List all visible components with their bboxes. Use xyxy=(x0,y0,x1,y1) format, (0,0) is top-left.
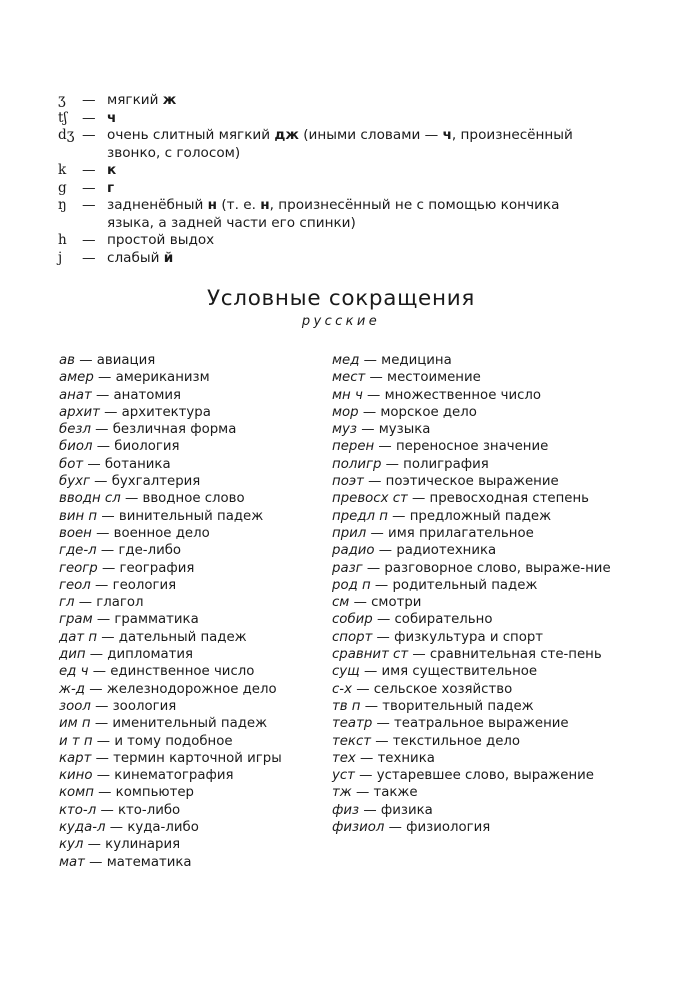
abbreviation-meaning: грамматика xyxy=(114,612,199,628)
abbreviation-entry xyxy=(59,854,314,871)
dash xyxy=(363,388,385,403)
phonetic-row xyxy=(58,250,598,268)
phonetic-description: ч xyxy=(107,109,117,126)
abbreviation-meaning: геология xyxy=(112,577,177,593)
dash xyxy=(121,491,143,506)
abbreviation-entry xyxy=(332,663,614,680)
abbreviation-meaning: единственное число xyxy=(110,664,255,680)
dash xyxy=(88,664,110,679)
phonetic-symbol: ŋ xyxy=(58,197,67,213)
phonetic-row xyxy=(58,127,598,162)
dash xyxy=(93,768,115,783)
abbreviation-entry xyxy=(59,508,314,525)
abbreviation-term: куда-л xyxy=(59,820,106,836)
dash xyxy=(408,491,430,506)
phonetic-symbol: dʒ xyxy=(58,127,75,143)
abbreviation-meaning: театральное выражение xyxy=(394,716,569,732)
abbreviations-left-column xyxy=(59,352,314,871)
dash xyxy=(371,578,393,593)
dash xyxy=(388,509,410,524)
abbreviation-entry xyxy=(332,421,614,438)
abbreviation-meaning: устаревшее слово, выражение xyxy=(376,768,594,784)
dash xyxy=(373,612,395,627)
abbreviation-term: геогр xyxy=(59,560,98,576)
abbreviation-term: где-л xyxy=(59,543,97,559)
dash: — xyxy=(82,162,96,178)
dash xyxy=(375,543,397,558)
dash xyxy=(96,803,118,818)
abbreviation-term: спорт xyxy=(332,629,373,645)
abbreviation-entry xyxy=(59,663,314,680)
abbreviation-term: ав xyxy=(59,353,75,368)
abbreviation-meaning: переносное значение xyxy=(395,439,549,455)
section-subtitle: русские xyxy=(301,314,381,329)
dash xyxy=(374,439,396,454)
abbreviation-entry xyxy=(332,629,614,646)
dash xyxy=(359,353,381,368)
dash xyxy=(372,630,394,645)
abbreviation-entry xyxy=(332,784,614,801)
abbreviation-meaning: зоология xyxy=(112,698,177,714)
abbreviation-entry xyxy=(59,577,314,594)
abbreviation-entry xyxy=(59,404,314,421)
abbreviation-term: биол xyxy=(59,439,93,455)
dash xyxy=(359,803,381,818)
phonetic-symbol: j xyxy=(58,249,63,266)
dash xyxy=(352,682,374,697)
abbreviation-meaning: кто-либо xyxy=(117,802,181,818)
dash xyxy=(75,353,97,368)
dash xyxy=(98,561,120,576)
dash: — xyxy=(82,232,96,248)
abbreviation-meaning: радиотехника xyxy=(396,543,497,559)
dash xyxy=(381,457,403,472)
abbreviation-entry xyxy=(59,387,314,404)
dash xyxy=(93,612,115,627)
abbreviation-entry xyxy=(332,819,614,836)
abbreviation-entry xyxy=(332,802,614,819)
dash xyxy=(86,647,108,662)
abbreviation-term: род п xyxy=(332,577,371,593)
abbreviation-entry xyxy=(59,767,314,784)
abbreviation-meaning: сравнительная сте-пень xyxy=(429,647,602,663)
abbreviation-meaning: медицина xyxy=(381,353,452,368)
phonetic-row xyxy=(58,232,598,250)
abbreviation-entry xyxy=(332,352,614,369)
abbreviation-term: вводн сл xyxy=(59,491,121,507)
abbreviation-term: гл xyxy=(59,595,75,611)
abbreviation-meaning: термин карточной игры xyxy=(113,750,282,766)
dash xyxy=(91,699,113,714)
phonetic-symbol: tʃ xyxy=(58,109,68,126)
dash xyxy=(384,820,406,835)
dash: — xyxy=(82,179,96,196)
abbreviation-meaning: география xyxy=(119,560,195,576)
abbreviation-term: прил xyxy=(332,525,367,541)
abbreviation-meaning: вводное слово xyxy=(142,491,245,507)
abbreviation-meaning: компьютер xyxy=(115,785,194,801)
dash xyxy=(91,716,113,731)
abbreviation-term: поэт xyxy=(332,474,364,490)
phonetic-symbol: ʒ xyxy=(58,92,66,108)
abbreviation-term: воен xyxy=(59,525,92,541)
abbreviation-term: ед ч xyxy=(59,664,89,680)
abbreviation-term: комп xyxy=(59,785,94,801)
abbreviation-entry xyxy=(332,542,614,559)
abbreviation-entry xyxy=(332,611,614,628)
abbreviation-entry xyxy=(332,490,614,507)
dash xyxy=(93,734,115,749)
abbreviation-term: текст xyxy=(332,733,372,749)
abbreviation-entry xyxy=(59,750,314,767)
phonetic-symbol: k xyxy=(58,162,67,178)
abbreviation-meaning: архитектура xyxy=(121,404,211,420)
phonetic-description: очень слитный мягкий дж (иными словами — ч, произнесённый звонко, с голосом) xyxy=(107,127,573,161)
abbreviation-term: кул xyxy=(59,837,84,853)
abbreviation-entry xyxy=(59,490,314,507)
abbreviation-term: им п xyxy=(59,716,91,732)
abbreviation-meaning: военное дело xyxy=(113,525,210,541)
dash xyxy=(83,837,105,852)
dash xyxy=(85,682,107,697)
abbreviation-meaning: физиология xyxy=(406,820,491,836)
abbreviation-entry xyxy=(332,369,614,386)
abbreviation-meaning: смотри xyxy=(371,595,422,611)
abbreviation-term: ж-д xyxy=(59,681,85,697)
abbreviation-entry xyxy=(332,438,614,455)
abbreviation-entry xyxy=(332,646,614,663)
dash xyxy=(371,734,393,749)
abbreviation-entry xyxy=(332,594,614,611)
abbreviation-meaning: полиграфия xyxy=(403,456,489,472)
abbreviation-entry xyxy=(332,560,614,577)
abbreviation-term: сущ xyxy=(332,664,360,680)
dash xyxy=(363,561,385,576)
dash xyxy=(100,405,122,420)
abbreviation-entry xyxy=(332,698,614,715)
abbreviation-meaning: железнодорожное дело xyxy=(106,681,277,697)
dash xyxy=(92,526,114,541)
abbreviation-term: муз xyxy=(332,422,357,438)
phonetic-row xyxy=(58,162,598,180)
abbreviation-term: мат xyxy=(59,854,85,870)
dash xyxy=(91,422,113,437)
dash xyxy=(97,543,119,558)
abbreviation-entry xyxy=(59,733,314,750)
abbreviation-meaning: музыка xyxy=(378,422,431,438)
abbreviation-term: бухг xyxy=(59,474,90,490)
abbreviation-entry xyxy=(332,750,614,767)
abbreviation-entry xyxy=(59,421,314,438)
phonetic-description: мягкий ж xyxy=(107,92,177,108)
abbreviation-entry xyxy=(332,715,614,732)
abbreviation-meaning: множественное число xyxy=(384,387,542,403)
abbreviation-meaning: техника xyxy=(377,750,435,766)
phonetic-row xyxy=(58,197,598,232)
abbreviation-term: с-х xyxy=(332,681,352,697)
abbreviation-meaning: куда-либо xyxy=(127,820,199,836)
abbreviation-entry xyxy=(59,542,314,559)
abbreviation-meaning: ботаника xyxy=(104,456,171,472)
abbreviation-term: амер xyxy=(59,370,94,386)
abbreviation-entry xyxy=(59,784,314,801)
abbreviation-meaning: имя существительное xyxy=(381,664,538,680)
abbreviation-meaning: глагол xyxy=(96,595,144,611)
abbreviation-meaning: кулинария xyxy=(105,837,181,853)
dash xyxy=(359,405,381,420)
dash xyxy=(97,509,119,524)
abbreviation-meaning: кинематография xyxy=(114,768,234,784)
dash xyxy=(355,768,377,783)
phonetic-description: слабый й xyxy=(107,249,174,266)
abbreviation-meaning: родительный падеж xyxy=(392,577,538,593)
dash: — xyxy=(82,109,96,126)
dash xyxy=(94,785,116,800)
phonetic-symbol: h xyxy=(58,232,67,248)
abbreviations-right-column xyxy=(332,352,614,836)
abbreviation-entry xyxy=(59,369,314,386)
abbreviation-meaning: бухгалтерия xyxy=(111,474,201,490)
abbreviation-term: мор xyxy=(332,404,359,420)
abbreviation-meaning: авиация xyxy=(96,353,156,368)
dash xyxy=(91,751,113,766)
abbreviation-meaning: физика xyxy=(380,802,433,818)
abbreviation-term: кино xyxy=(59,768,93,784)
abbreviation-meaning: и тому подобное xyxy=(114,733,233,749)
dash xyxy=(372,716,394,731)
abbreviation-entry xyxy=(59,594,314,611)
abbreviation-meaning: безличная форма xyxy=(112,422,237,438)
abbreviation-term: уст xyxy=(332,768,355,784)
abbreviation-term: мн ч xyxy=(332,387,363,403)
phonetic-description: г xyxy=(107,179,115,196)
abbreviation-meaning: винительный падеж xyxy=(118,508,264,524)
abbreviation-meaning: морское дело xyxy=(380,404,477,420)
phonetic-description: задненёбный н (т. е. н, произнесённый не с помощью кончика языка, а задней части его спинки) xyxy=(107,197,560,231)
abbreviation-entry xyxy=(59,836,314,853)
abbreviation-meaning: собирательно xyxy=(394,612,493,628)
abbreviation-meaning: физкультура и спорт xyxy=(394,629,544,645)
abbreviation-term: мест xyxy=(332,370,366,386)
phonetic-symbol-list xyxy=(58,92,598,267)
abbreviation-term: физ xyxy=(332,802,360,818)
abbreviation-term: дат п xyxy=(59,629,98,645)
abbreviation-term: сравнит ст xyxy=(332,647,409,663)
abbreviation-meaning: именительный падеж xyxy=(112,716,268,732)
abbreviation-entry xyxy=(59,715,314,732)
dash xyxy=(408,647,430,662)
abbreviation-term: анат xyxy=(59,387,92,403)
abbreviation-term: вин п xyxy=(59,508,98,524)
dash xyxy=(97,630,119,645)
abbreviation-meaning: биология xyxy=(114,439,180,455)
dash: — xyxy=(82,249,96,266)
abbreviation-entry xyxy=(59,560,314,577)
dash xyxy=(361,699,383,714)
abbreviation-meaning: сельское хозяйство xyxy=(373,681,513,697)
dash xyxy=(92,388,114,403)
abbreviation-entry xyxy=(59,629,314,646)
dash xyxy=(364,474,386,489)
abbreviation-meaning: имя прилагательное xyxy=(388,525,534,541)
abbreviation-term: карт xyxy=(59,750,92,766)
abbreviation-entry xyxy=(59,646,314,663)
abbreviation-meaning: творительный падеж xyxy=(382,698,534,714)
abbreviation-term: грам xyxy=(59,612,93,628)
abbreviation-term: полигр xyxy=(332,456,382,472)
abbreviation-term: превосх ст xyxy=(332,491,408,507)
dash: — xyxy=(82,92,96,108)
abbreviation-entry xyxy=(59,525,314,542)
dash xyxy=(83,457,105,472)
abbreviation-meaning: поэтическое выражение xyxy=(385,474,559,490)
abbreviation-term: предл п xyxy=(332,508,388,524)
abbreviation-meaning: разговорное слово, выраже-ние xyxy=(384,560,611,576)
abbreviation-term: геол xyxy=(59,577,91,593)
abbreviation-entry xyxy=(332,525,614,542)
phonetic-row xyxy=(58,180,598,198)
abbreviation-entry xyxy=(59,352,314,369)
abbreviation-term: тв п xyxy=(332,698,361,714)
abbreviation-entry xyxy=(332,508,614,525)
abbreviation-term: театр xyxy=(332,716,373,732)
abbreviation-term: перен xyxy=(332,439,375,455)
dash xyxy=(356,751,378,766)
section-header xyxy=(0,285,682,330)
abbreviation-entry xyxy=(59,819,314,836)
abbreviation-term: физиол xyxy=(332,820,385,836)
abbreviation-entry xyxy=(59,611,314,628)
abbreviation-entry xyxy=(59,681,314,698)
dash xyxy=(92,439,114,454)
abbreviation-term: кто-л xyxy=(59,802,97,818)
dash xyxy=(352,785,374,800)
dash xyxy=(106,820,128,835)
dash xyxy=(91,578,113,593)
abbreviation-term: разг xyxy=(332,560,363,576)
phonetic-symbol: g xyxy=(58,179,67,196)
phonetic-row xyxy=(58,92,598,110)
dash xyxy=(365,370,387,385)
abbreviation-entry xyxy=(332,681,614,698)
abbreviation-entry xyxy=(332,577,614,594)
abbreviation-entry xyxy=(332,456,614,473)
abbreviation-meaning: дипломатия xyxy=(107,647,194,663)
abbreviation-meaning: где-либо xyxy=(118,543,182,559)
abbreviation-term: дип xyxy=(59,647,86,663)
abbreviation-entry xyxy=(59,698,314,715)
abbreviation-term: и т п xyxy=(59,733,93,749)
abbreviation-meaning: дательный падеж xyxy=(118,629,247,645)
abbreviation-meaning: анатомия xyxy=(113,387,182,403)
abbreviation-term: бот xyxy=(59,456,84,472)
dash xyxy=(94,370,116,385)
phonetic-description: простой выдох xyxy=(107,232,215,248)
dash xyxy=(360,664,382,679)
abbreviation-meaning: текстильное дело xyxy=(392,733,521,749)
dash xyxy=(349,595,371,610)
abbreviation-entry xyxy=(332,733,614,750)
dash xyxy=(75,595,97,610)
phonetic-description: к xyxy=(107,162,117,178)
abbreviation-entry xyxy=(59,438,314,455)
abbreviation-entry xyxy=(332,404,614,421)
abbreviation-meaning: предложный падеж xyxy=(409,508,552,524)
section-title: Условные сокращения xyxy=(206,286,476,311)
dash xyxy=(366,526,388,541)
abbreviation-entry xyxy=(59,473,314,490)
dash: — xyxy=(82,197,96,213)
abbreviation-term: тех xyxy=(332,750,356,766)
abbreviation-term: архит xyxy=(59,404,100,420)
abbreviation-term: безл xyxy=(59,422,91,438)
dash xyxy=(85,855,107,870)
abbreviation-entry xyxy=(332,387,614,404)
abbreviation-term: мед xyxy=(332,353,360,368)
abbreviation-meaning: американизм xyxy=(115,370,210,386)
abbreviation-meaning: также xyxy=(373,785,418,801)
abbreviation-term: см xyxy=(332,595,350,611)
phonetic-row xyxy=(58,110,598,128)
abbreviation-term: собир xyxy=(332,612,373,628)
abbreviation-term: зоол xyxy=(59,698,91,714)
abbreviation-meaning: математика xyxy=(106,854,192,870)
abbreviation-meaning: превосходная степень xyxy=(429,491,590,507)
abbreviation-entry xyxy=(332,767,614,784)
abbreviation-entry xyxy=(59,802,314,819)
abbreviation-term: радио xyxy=(332,543,375,559)
abbreviation-meaning: местоимение xyxy=(387,370,481,386)
dash: — xyxy=(82,127,96,143)
dash xyxy=(357,422,379,437)
dash xyxy=(90,474,112,489)
abbreviation-term: тж xyxy=(332,785,352,801)
abbreviation-entry xyxy=(59,456,314,473)
abbreviation-entry xyxy=(332,473,614,490)
